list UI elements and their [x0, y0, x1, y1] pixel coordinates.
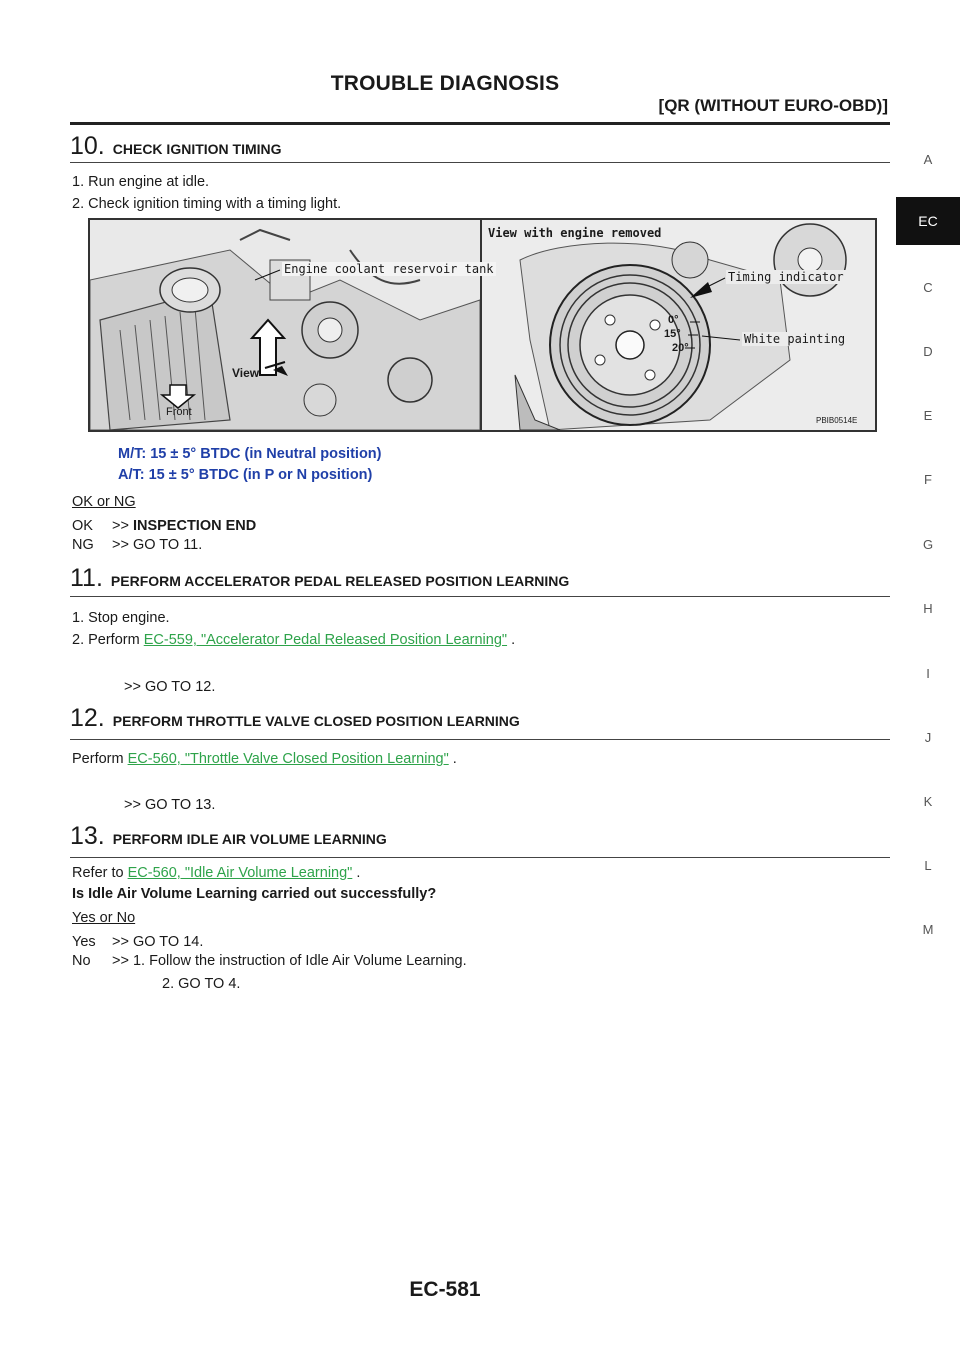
step-rule: [70, 857, 890, 858]
index-letter-g[interactable]: G: [922, 537, 934, 552]
index-letter-f[interactable]: F: [924, 472, 932, 487]
fig-label-front: Front: [166, 406, 192, 418]
item-text: Refer to: [72, 865, 128, 881]
page-subtitle: [QR (WITHOUT EURO-OBD)]: [658, 96, 888, 115]
result-inspection-end: INSPECTION END: [132, 518, 257, 534]
result-no: [72, 953, 467, 969]
result-ng: [72, 537, 202, 553]
step-11-item-1: 1. Stop engine.: [72, 610, 170, 626]
item-text: Perform: [72, 751, 128, 767]
ignition-timing-figure: [88, 218, 877, 432]
index-letter-e[interactable]: E: [923, 408, 933, 423]
step-rule: [70, 596, 890, 597]
fig-label-20deg: 20°: [672, 342, 689, 354]
figure-illustration: [90, 220, 875, 430]
step-13-question: Is Idle Air Volume Learning carried out successfully?: [72, 886, 437, 902]
result-code: Yes: [72, 934, 96, 950]
link-throttle-valve-learning[interactable]: EC-560, "Throttle Valve Closed Position Learning": [127, 751, 449, 767]
step-11-heading: [70, 564, 890, 593]
fig-label-15deg: 15°: [664, 328, 681, 340]
step-11-item-2: [72, 632, 515, 648]
step-number: 11.: [70, 564, 103, 592]
result-code: NG: [72, 537, 94, 553]
step-10-item-2: 2. Check ignition timing with a timing light.: [72, 196, 342, 212]
fig-label-white-painting: White painting: [744, 332, 846, 346]
step-rule: [70, 162, 890, 163]
index-letter-d[interactable]: D: [923, 344, 933, 359]
fig-label-reservoir: Engine coolant reservoir tank: [284, 262, 494, 276]
item-text: .: [448, 751, 457, 767]
result-yes: [72, 934, 203, 950]
index-letter-c[interactable]: C: [923, 280, 933, 295]
index-letter-i[interactable]: I: [926, 666, 930, 681]
index-letter-k[interactable]: K: [923, 794, 933, 809]
yes-or-no: Yes or No: [72, 910, 136, 926]
step-title: CHECK IGNITION TIMING: [112, 141, 282, 157]
step-13-text: [72, 865, 360, 881]
result-code: OK: [72, 518, 93, 534]
index-letter-l[interactable]: L: [924, 858, 932, 873]
fig-label-engine-removed: View with engine removed: [488, 226, 662, 240]
header-rule: [70, 122, 890, 125]
fig-label-timing-indicator: Timing indicator: [728, 270, 844, 284]
item-text: .: [507, 632, 516, 648]
result-code: No: [72, 953, 91, 969]
result-arrow: >>: [112, 518, 133, 534]
link-accelerator-pedal-learning[interactable]: EC-559, "Accelerator Pedal Released Position Learning": [143, 632, 508, 648]
step-12-next: >> GO TO 13.: [124, 797, 216, 813]
step-13-heading: [70, 822, 890, 851]
spec-mt: M/T: 15 ± 5° BTDC (in Neutral position): [118, 446, 382, 462]
page-title: TROUBLE DIAGNOSIS: [330, 72, 560, 95]
fig-label-0deg: 0°: [668, 314, 679, 326]
fig-code: PBIB0514E: [816, 416, 858, 425]
index-tab-ec[interactable]: EC: [896, 197, 960, 245]
step-12-text: [72, 751, 457, 767]
index-letter-h[interactable]: H: [923, 601, 933, 616]
item-text: 2. Perform: [72, 632, 144, 648]
fig-label-view: View: [232, 366, 260, 380]
step-rule: [70, 739, 890, 740]
result-text: >> GO TO 11.: [112, 537, 203, 553]
spec-at: A/T: 15 ± 5° BTDC (in P or N position): [118, 467, 373, 483]
result-text: >> 1. Follow the instruction of Idle Air Volume Learning.: [112, 953, 467, 969]
step-number: 10.: [70, 132, 105, 160]
ok-or-ng: OK or NG: [72, 494, 136, 510]
step-number: 13.: [70, 822, 105, 850]
section-index: [896, 0, 960, 1358]
step-number: 12.: [70, 704, 105, 732]
step-10-heading: [70, 132, 890, 161]
index-letter-m[interactable]: M: [922, 922, 934, 937]
result-no-2: 2. GO TO 4.: [162, 976, 241, 992]
index-letter-a[interactable]: A: [923, 152, 933, 167]
step-10-item-1: 1. Run engine at idle.: [72, 174, 210, 190]
page-number: EC-581: [409, 1278, 481, 1301]
result-text: >> GO TO 14.: [112, 934, 204, 950]
item-text: .: [352, 865, 361, 881]
step-title: PERFORM THROTTLE VALVE CLOSED POSITION LEARNING: [112, 713, 520, 729]
step-title: PERFORM IDLE AIR VOLUME LEARNING: [112, 831, 387, 847]
index-letter-j[interactable]: J: [924, 730, 932, 745]
step-12-heading: [70, 704, 890, 733]
step-11-next: >> GO TO 12.: [124, 679, 216, 695]
step-title: PERFORM ACCELERATOR PEDAL RELEASED POSITION LEARNING: [110, 573, 570, 589]
result-ok: [72, 518, 256, 534]
link-idle-air-volume-learning[interactable]: EC-560, "Idle Air Volume Learning": [127, 865, 353, 881]
